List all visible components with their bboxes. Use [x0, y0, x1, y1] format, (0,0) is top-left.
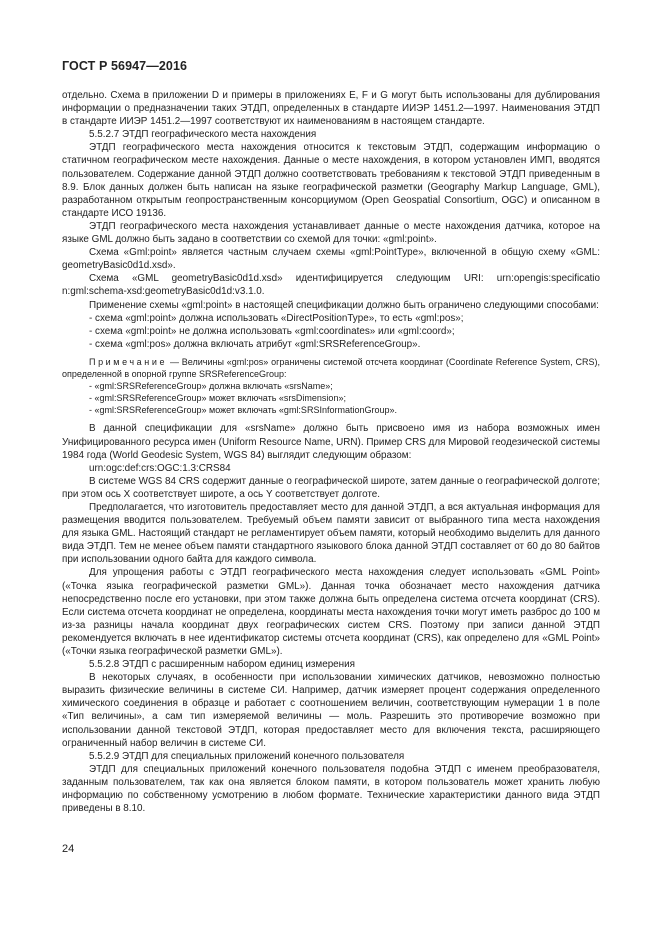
paragraph: В данной спецификации для «srsName» должно быть присвоено имя из набора возможных имен Унифицированного ресурса имен (Uniform Resource Name, URN). Пример CRS для Мировой геодезической системы 1984 года (World Geodesic System, WGS 84) выглядит следующим образом: [62, 423, 600, 461]
note-list-item: - «gml:SRSReferenceGroup» может включать «srsDimension»; [89, 392, 346, 403]
paragraph: Схема «GML geometryBasic0d1d.xsd» идентифицируется следующим URI: urn:opengis:specificatio n:gml:schema-xsd:geometryBasic0d1d:v3.1.0. [62, 273, 600, 298]
paragraph: ЭТДП для специальных приложений конечного пользователя подобна ЭТДП с именем преобразователя, заданным пользователем, так как она является блоком памяти, в котором пользователь может хранить любую информацию по собственному усмотрению в любом формате. Технические характеристики данного вида ЭТДП приведены в 8.10. [62, 763, 600, 815]
paragraph: Схема «Gml:point» является частным случаем схемы «gml:PointType», включенной в общую схему «GML: geometryBasic0d1d.xsd». [62, 247, 600, 272]
document-header: ГОСТ Р 56947—2016 [62, 59, 188, 73]
note [62, 357, 600, 381]
page-content [62, 89, 600, 815]
list-item: - схема «gml:point» должна использовать «DirectPositionType», то есть «gml:pos»; [89, 312, 464, 324]
paragraph: В системе WGS 84 CRS содержит данные о географической широте, затем данные о географической долготе; при этом ось X соответствует широте, а ось Y соответствует долготе. [62, 475, 600, 500]
section-heading: 5.5.2.8 ЭТДП с расширенным набором единиц измерения [89, 659, 355, 671]
list-item: - схема «gml:point» не должна использовать «gml:coordinates» или «gml:coord»; [89, 325, 455, 337]
paragraph: отдельно. Схема в приложении D и примеры в приложениях E, F и G могут быть использованы для дублирования информации о предназначении таких ЭТДП, определенных в стандарте ИИЭР 1451.2—1997. Наименования ЭТДП в стандарте ИИЭР 1451.2—1997 соответствуют их наименованиям в настоящем стандарте. [62, 90, 600, 128]
page-number: 24 [62, 843, 75, 855]
paragraph: В некоторых случаях, в особенности при использовании химических датчиков, невозможно полностью выразить физические величины в системе СИ. Например, датчик измеряет процент содержания определенного химического соединения в образце и работает с соотношением величин, соответствующим нумерации 1 в поле «Тип величины», а сам тип измеряемой величины — моль. Разрешить это противоречие возможно при использовании данной текстовой ЭТДП, которая предоставляет место для включения текста, расширяющего ограниченный набор величин в системе СИ. [62, 672, 600, 749]
paragraph: Применение схемы «gml:point» в настоящей спецификации должно быть ограничено следующими способами: [89, 299, 599, 311]
paragraph: ЭТДП географического места нахождения относится к текстовым ЭТДП, содержащим информацию о статичном географическом месте нахождения. Данные о месте нахождения, в котором установлен ИМП, вводятся пользователем. Содержание данной ЭТДП должно соответствовать требованиям к текстовой ЭТДП приведенным в 8.9. Блок данных должен быть написан на языке географической разметки (Geography Markup Language, GML), разработанном открытым геопространственным консорциумом (Open Geospatial Consortium, OGC) и описанном в стандарте ИСО 19136. [62, 142, 600, 219]
paragraph: ЭТДП географического места нахождения устанавливает данные о месте нахождения датчика, которое на языке GML должно быть задано в соответствии со схемой для точки: «gml:point». [62, 220, 600, 246]
paragraph: Для упрощения работы с ЭТДП географического места нахождения следует использовать «GML Point» («Точка языка географической разметки GML»). Данная точка обозначает место нахождения датчика непосредственно после его установки, при этом также должна быть определена система отсчета координат (CRS). Если система отсчета координат не определена, координаты места нахождения точки могут иметь разброс до 100 м из-за разницы начала координат двух географических систем CRS. Поэтому при записи данной ЭТДП рекомендуется включать в нее идентификатор системы отсчета координат (CRS), как определено для «GML Point» («Точки языка географической разметки GML»). [62, 567, 600, 657]
note-list-item: - «gml:SRSReferenceGroup» может включать «gml:SRSInformationGroup». [89, 404, 397, 415]
urn-example: urn:ogc:def:crs:OGC:1.3:CRS84 [89, 462, 231, 474]
section-heading: 5.5.2.7 ЭТДП географического места нахождения [89, 129, 317, 141]
note-list-item: - «gml:SRSReferenceGroup» должна включать «srsName»; [89, 380, 333, 391]
paragraph: Предполагается, что изготовитель предоставляет место для данной ЭТДП, а вся актуальная информация для размещения вводится пользователем. Требуемый объем памяти зависит от выбранного типа места нахождения для языка GML. Настоящий стандарт не регламентирует объем памяти, который необходимо выделить для данного вида ЭТДП. Тем не менее объем памяти стандартного языкового блока данной ЭТДП составляет от 60 до 80 байтов при использовании одного байта для каждого символа. [62, 501, 600, 566]
list-item: - схема «gml:pos» должна включать атрибут «gml:SRSReferenceGroup». [89, 338, 421, 350]
section-heading: 5.5.2.9 ЭТДП для специальных приложений конечного пользователя [89, 750, 405, 762]
note-label: Примечание [89, 356, 168, 367]
note-text: — Величины «gml:pos» ограничены системой отсчета координат (Coordinate Reference System, CRS), определенной в опорной группе SRSReferenceGroup: [62, 356, 600, 379]
